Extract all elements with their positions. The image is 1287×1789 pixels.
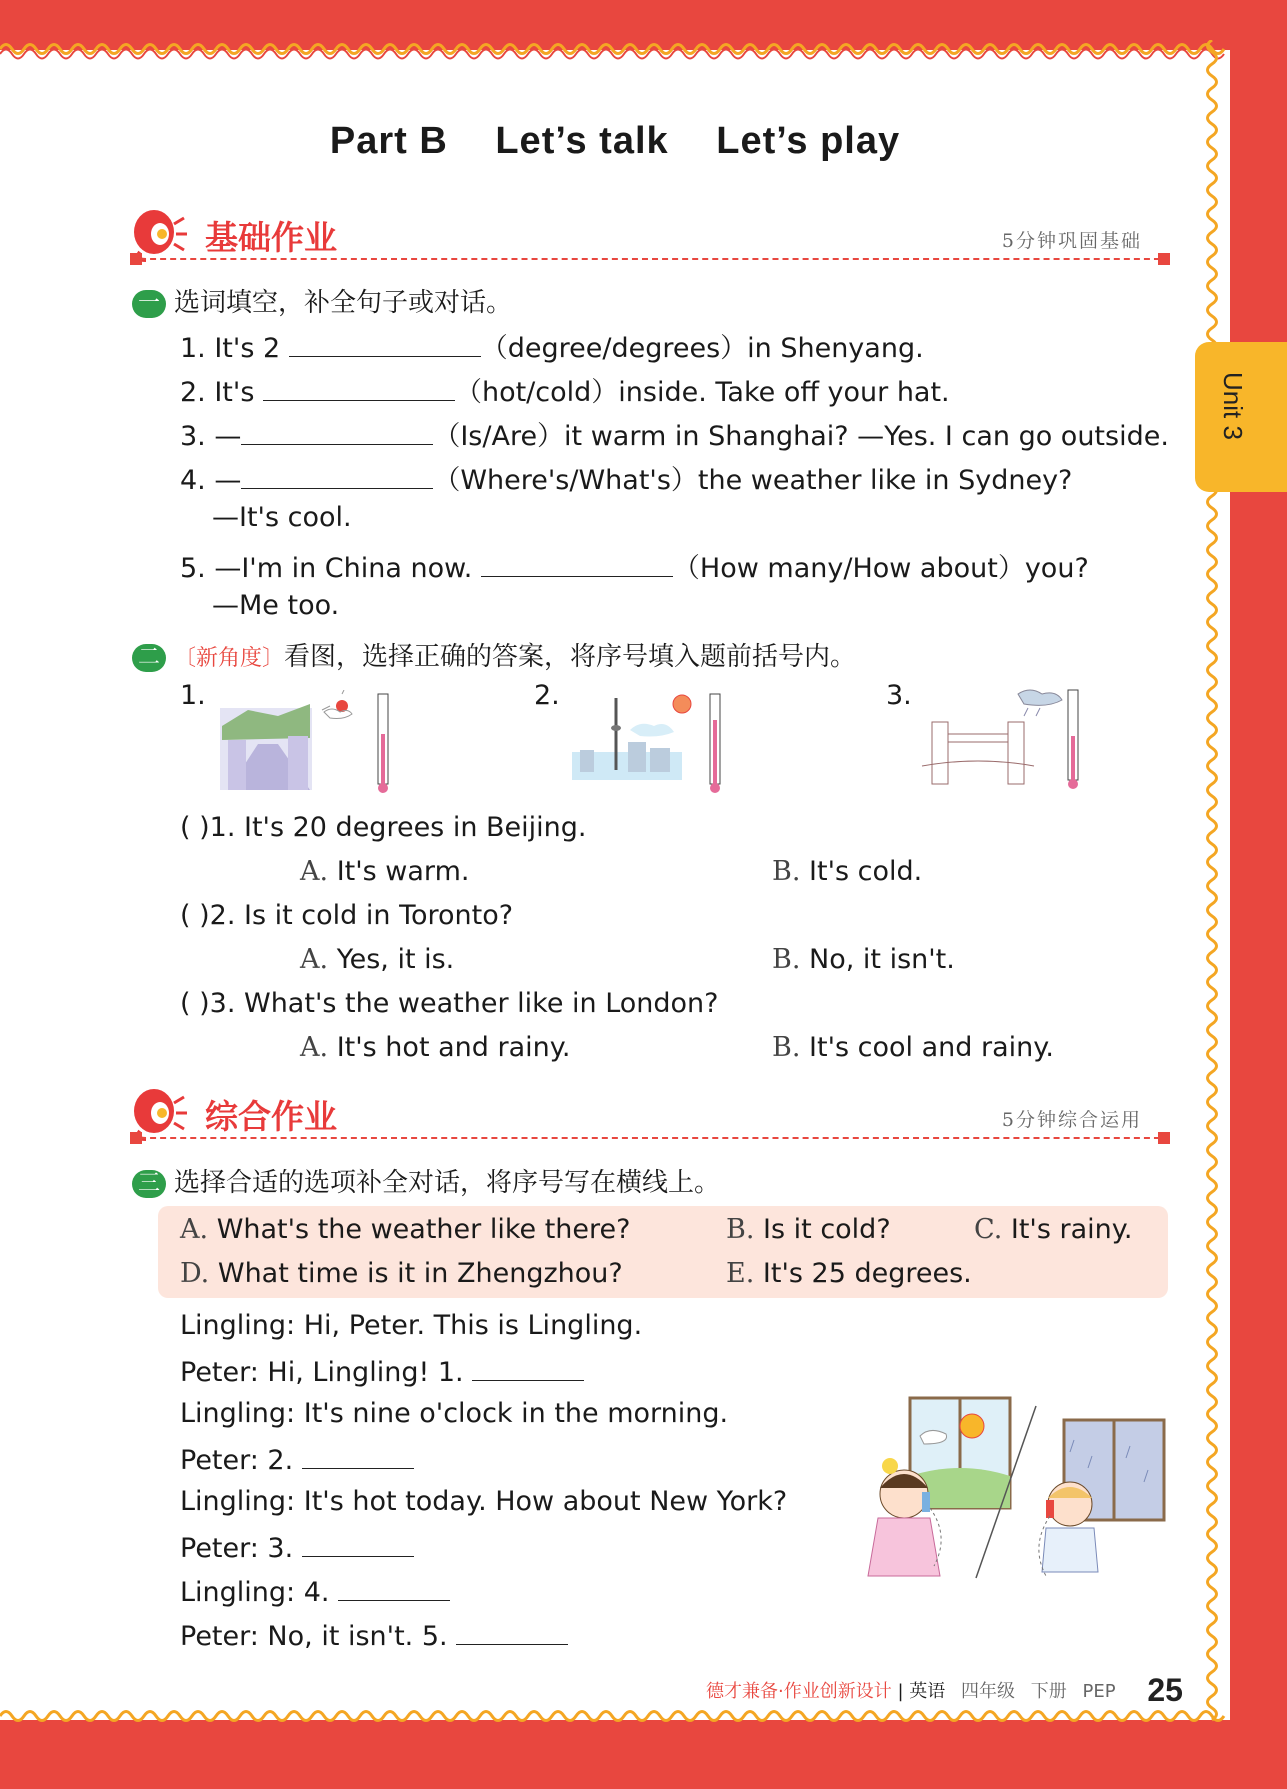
option-text: It's hot and rainy.	[336, 1032, 571, 1063]
q1-item-1-post: （degree/degrees）in Shenyang.	[480, 333, 924, 364]
answer-blank[interactable]	[456, 1618, 568, 1645]
q1-item-2	[180, 370, 950, 409]
section-basic-hint: 5分钟巩固基础	[1001, 230, 1142, 252]
question-3-number: 三	[132, 1170, 166, 1198]
dialogue-line: Lingling: It's hot today. How about New York?	[180, 1486, 788, 1517]
dialogue-line	[180, 1530, 414, 1564]
q3-option-a	[180, 1214, 630, 1245]
answer-blank[interactable]	[302, 1442, 414, 1469]
option-letter: E.	[726, 1258, 755, 1289]
option-letter: B.	[772, 856, 801, 887]
answer-paren[interactable]: ( )	[180, 988, 210, 1019]
q2-question-2-stem: 2. Is it cold in Toronto?	[209, 900, 514, 931]
q1-item-5-post: （How many/How about）you?	[672, 553, 1089, 584]
pic-label-3: 3.	[886, 680, 912, 711]
page-number: 25	[1147, 1672, 1183, 1708]
dialogue-line	[180, 1618, 568, 1652]
q1-item-3-post: （Is/Are）it warm in Shanghai? —Yes. I can go outside.	[433, 421, 1169, 452]
option-text: It's warm.	[336, 856, 470, 887]
title-play: Let’s play	[716, 120, 901, 162]
option-text: No, it isn't.	[809, 944, 955, 975]
q1-item-4-pre: 4. —	[180, 465, 242, 496]
wavy-border-top	[0, 38, 1230, 60]
answer-blank[interactable]	[302, 1530, 414, 1557]
q3-option-e	[726, 1258, 972, 1289]
answer-blank[interactable]	[481, 550, 673, 577]
section-basic-title: 基础作业	[205, 218, 337, 257]
sun-icon	[960, 1414, 984, 1438]
section-comprehensive-title: 综合作业	[205, 1097, 337, 1136]
answer-paren[interactable]: ( )	[180, 812, 210, 843]
dialogue-line: Lingling: Hi, Peter. This is Lingling.	[180, 1310, 643, 1341]
option-text: It's 25 degrees.	[762, 1258, 972, 1289]
option-letter: B.	[772, 944, 801, 975]
option-letter: B.	[772, 1032, 801, 1063]
footer-separator: |	[897, 1681, 904, 1702]
page-footer	[706, 1672, 1183, 1709]
option-text: It's cool and rainy.	[809, 1032, 1054, 1063]
answer-blank[interactable]	[241, 418, 433, 445]
q1-item-1	[180, 326, 924, 365]
dialogue-line: Lingling: It's nine o'clock in the morning.	[180, 1398, 729, 1429]
section-basic-header	[130, 206, 1170, 266]
section-divider	[130, 1137, 1170, 1139]
q1-item-4-post: （Where's/What's）the weather like in Sydney?	[433, 465, 1073, 496]
answer-blank[interactable]	[263, 374, 455, 401]
question-2-header	[132, 636, 856, 673]
beijing-weather-picture	[218, 690, 398, 796]
dialogue-line	[180, 1354, 584, 1388]
q1-item-4-reply: —It's cool.	[212, 502, 352, 533]
toronto-weather-picture	[570, 690, 730, 796]
footer-subject: 英语	[909, 1681, 946, 1702]
dialogue-line	[180, 1574, 450, 1608]
q3-option-c	[974, 1214, 1132, 1245]
option-letter: B.	[726, 1214, 755, 1245]
dialogue-text: Lingling: 4.	[180, 1577, 339, 1608]
dialogue-text: Peter: Hi, Lingling! 1.	[180, 1357, 473, 1388]
option-text: What time is it in Zhengzhou?	[217, 1258, 623, 1289]
pic-label-2: 2.	[534, 680, 560, 711]
option-letter: A.	[180, 1214, 209, 1245]
q2-question-1	[180, 812, 587, 843]
option-letter: A.	[300, 1032, 329, 1063]
question-1-number: 一	[132, 290, 166, 318]
q2-q1-option-b[interactable]	[772, 856, 922, 887]
option-text: What's the weather like there?	[216, 1214, 631, 1245]
pic-label-1: 1.	[180, 680, 206, 711]
option-letter: C.	[974, 1214, 1003, 1245]
q1-item-5-reply: —Me too.	[212, 590, 340, 621]
rule-end-mark	[1158, 1132, 1170, 1144]
unit-tab-label: Unit 3	[1218, 372, 1248, 440]
q2-q3-option-a[interactable]	[300, 1032, 570, 1063]
wavy-border-right	[1200, 40, 1224, 1726]
question-3-header	[132, 1162, 720, 1199]
q2-question-3	[180, 988, 719, 1019]
dialogue-text: Peter: 3.	[180, 1533, 302, 1564]
option-text: Is it cold?	[763, 1214, 891, 1245]
question-2-instruction: 看图，选择正确的答案，将序号填入题前括号内。	[284, 642, 857, 672]
q2-question-2	[180, 900, 513, 931]
q3-option-d	[180, 1258, 623, 1289]
q1-item-2-post: （hot/cold）inside. Take off your hat.	[454, 377, 950, 408]
sun-icon	[673, 695, 691, 713]
q2-q3-option-b[interactable]	[772, 1032, 1054, 1063]
footer-brand: 德才兼备·作业创新设计	[706, 1681, 892, 1702]
q3-option-b	[726, 1214, 891, 1245]
sun-icon	[322, 690, 348, 712]
question-2-number: 二	[132, 644, 166, 672]
question-1-instruction: 选词填空，补全句子或对话。	[174, 288, 513, 318]
option-text: It's rainy.	[1010, 1214, 1133, 1245]
option-letter: D.	[180, 1258, 210, 1289]
dialogue-line	[180, 1442, 414, 1476]
london-weather-picture	[918, 686, 1082, 796]
q2-question-3-stem: 3. What's the weather like in London?	[209, 988, 719, 1019]
title-talk: Let’s talk	[495, 120, 669, 162]
answer-blank[interactable]	[289, 330, 481, 357]
phone-call-illustration	[860, 1396, 1166, 1582]
q1-item-2-pre: 2. It's	[180, 377, 263, 408]
section-comprehensive-header	[130, 1085, 1170, 1145]
footer-term: 下册	[1030, 1681, 1067, 1702]
answer-paren[interactable]: ( )	[180, 900, 210, 931]
q2-question-1-stem: 1. It's 20 degrees in Beijing.	[209, 812, 587, 843]
rule-end-mark	[1158, 253, 1170, 265]
section-comprehensive-hint: 5分钟综合运用	[1001, 1109, 1142, 1131]
title-part: Part B	[329, 120, 448, 162]
unit-tab[interactable]	[1195, 342, 1287, 492]
q1-item-5-pre: 5. —I'm in China now.	[180, 553, 481, 584]
option-letter: A.	[300, 944, 329, 975]
dialogue-text: Peter: 2.	[180, 1445, 302, 1476]
answer-blank[interactable]	[241, 462, 433, 489]
q1-item-5	[180, 546, 1089, 585]
q1-item-4	[180, 458, 1072, 497]
q1-item-3-pre: 3. —	[180, 421, 242, 452]
question-1-header	[132, 282, 512, 319]
option-text: It's cold.	[809, 856, 923, 887]
option-letter: A.	[300, 856, 329, 887]
q2-q2-option-b[interactable]	[772, 944, 955, 975]
q1-item-3	[180, 414, 1169, 453]
question-3-instruction: 选择合适的选项补全对话，将序号写在横线上。	[174, 1168, 721, 1198]
q2-q1-option-a[interactable]	[300, 856, 469, 887]
q2-q2-option-a[interactable]	[300, 944, 454, 975]
footer-edition: PEP	[1082, 1681, 1116, 1702]
footer-grade: 四年级	[961, 1681, 1016, 1702]
dialogue-text: Peter: No, it isn't. 5.	[180, 1621, 457, 1652]
section-divider	[130, 258, 1170, 260]
answer-blank[interactable]	[472, 1354, 584, 1381]
q1-item-1-pre: 1. It's 2	[180, 333, 289, 364]
question-2-tag: 〔新角度〕	[174, 646, 285, 671]
wavy-border-bottom	[0, 1706, 1230, 1728]
answer-blank[interactable]	[338, 1574, 450, 1601]
page-title	[0, 120, 1230, 163]
option-text: Yes, it is.	[336, 944, 455, 975]
